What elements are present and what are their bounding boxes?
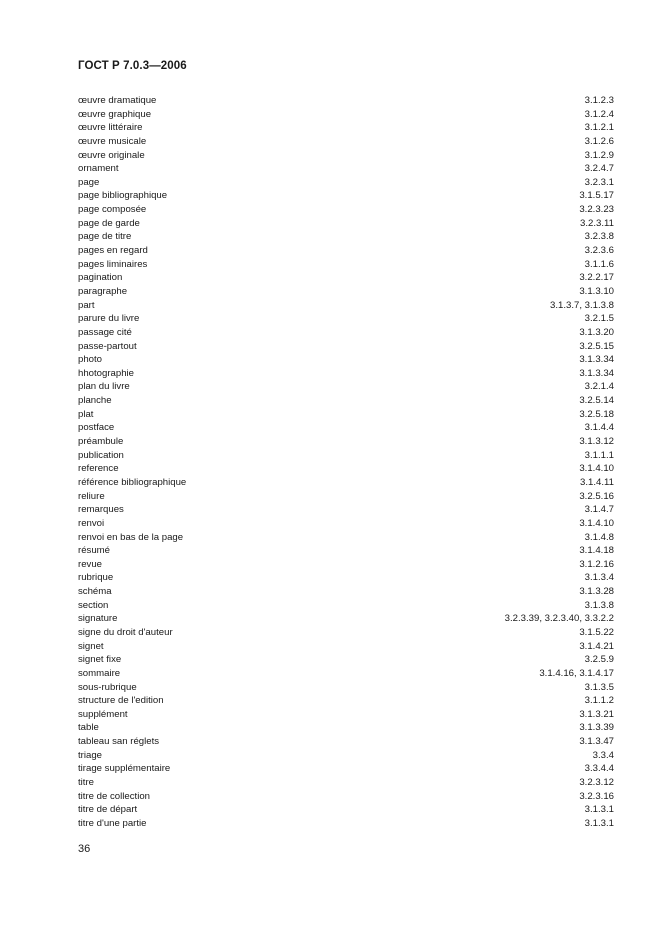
index-entry bbox=[78, 312, 614, 326]
index-entry bbox=[78, 435, 614, 449]
index-reference: 3.2.3.6 bbox=[584, 245, 614, 257]
index-reference: 3.1.3.20 bbox=[579, 326, 614, 338]
index-term: tirage supplémentaire bbox=[78, 763, 171, 775]
index-entry bbox=[78, 612, 614, 626]
index-entry bbox=[78, 667, 614, 681]
index-term: plat bbox=[78, 408, 94, 420]
index-entry bbox=[78, 476, 614, 490]
index-reference: 3.1.3.1 bbox=[584, 804, 614, 816]
index-term: ornament bbox=[78, 163, 119, 175]
index-reference: 3.1.3.5 bbox=[584, 681, 614, 693]
index-entry bbox=[78, 230, 614, 244]
index-term: œuvre littéraire bbox=[78, 122, 143, 134]
index-reference: 3.1.3.12 bbox=[579, 436, 614, 448]
index-term: section bbox=[78, 599, 109, 611]
index-entry bbox=[78, 299, 614, 313]
index-entry bbox=[78, 94, 614, 108]
index-entry bbox=[78, 817, 614, 831]
index-entry bbox=[78, 640, 614, 654]
index-term: parure du livre bbox=[78, 313, 140, 325]
index-reference: 3.1.4.4 bbox=[584, 422, 614, 434]
index-reference: 3.1.3.4 bbox=[584, 572, 614, 584]
index-entry bbox=[78, 749, 614, 763]
index-term: pages en regard bbox=[78, 245, 148, 257]
index-term: titre de collection bbox=[78, 790, 150, 802]
index-entry bbox=[78, 203, 614, 217]
index-entry bbox=[78, 408, 614, 422]
index-reference: 3.2.5.14 bbox=[579, 395, 614, 407]
index-term: structure de l'edition bbox=[78, 695, 164, 707]
index-entry bbox=[78, 558, 614, 572]
index-entry bbox=[78, 776, 614, 790]
index-reference: 3.2.5.16 bbox=[579, 490, 614, 502]
index-term: page de titre bbox=[78, 231, 132, 243]
index-entry bbox=[78, 585, 614, 599]
index-entry bbox=[78, 367, 614, 381]
index-term: planche bbox=[78, 395, 112, 407]
index-term: reference bbox=[78, 463, 119, 475]
index-term: référence bibliographique bbox=[78, 476, 187, 488]
index-reference: 3.1.1.2 bbox=[584, 695, 614, 707]
index-term: pagination bbox=[78, 272, 123, 284]
index-entry bbox=[78, 271, 614, 285]
index-entry bbox=[78, 803, 614, 817]
index-reference: 3.3.4 bbox=[592, 749, 614, 761]
index-term: œuvre graphique bbox=[78, 108, 152, 120]
index-entry bbox=[78, 449, 614, 463]
index-reference: 3.1.3.10 bbox=[579, 285, 614, 297]
index-reference: 3.3.4.4 bbox=[584, 763, 614, 775]
index-entry bbox=[78, 176, 614, 190]
index-entry bbox=[78, 421, 614, 435]
index-entry bbox=[78, 681, 614, 695]
index-term: signet bbox=[78, 640, 104, 652]
index-reference: 3.1.2.4 bbox=[584, 108, 614, 120]
index-term: publication bbox=[78, 449, 124, 461]
index-reference: 3.2.4.7 bbox=[584, 163, 614, 175]
index-entry bbox=[78, 108, 614, 122]
index-term: signet fixe bbox=[78, 654, 122, 666]
index-reference: 3.1.2.6 bbox=[584, 135, 614, 147]
index-reference: 3.2.5.15 bbox=[579, 340, 614, 352]
index-entry bbox=[78, 162, 614, 176]
index-reference: 3.1.3.1 bbox=[584, 817, 614, 829]
index-entry bbox=[78, 217, 614, 231]
index-reference: 3.2.3.1 bbox=[584, 176, 614, 188]
index-term: résumé bbox=[78, 545, 110, 557]
index-term: triage bbox=[78, 749, 102, 761]
index-term: préambule bbox=[78, 436, 124, 448]
index-entry bbox=[78, 653, 614, 667]
index-reference: 3.1.4.8 bbox=[584, 531, 614, 543]
index-entry bbox=[78, 380, 614, 394]
index-term: passe-partout bbox=[78, 340, 137, 352]
index-term: plan du livre bbox=[78, 381, 130, 393]
index-entry bbox=[78, 244, 614, 258]
index-entry bbox=[78, 694, 614, 708]
index-reference: 3.1.2.9 bbox=[584, 149, 614, 161]
index-term: remarques bbox=[78, 504, 124, 516]
index-term: renvoi bbox=[78, 517, 105, 529]
index-entry bbox=[78, 626, 614, 640]
index-reference: 3.1.4.10 bbox=[579, 463, 614, 475]
index-term: œuvre musicale bbox=[78, 135, 147, 147]
index-entry bbox=[78, 258, 614, 272]
index-reference: 3.2.5.18 bbox=[579, 408, 614, 420]
index-term: page de garde bbox=[78, 217, 140, 229]
index-reference: 3.1.2.16 bbox=[579, 558, 614, 570]
index-entry bbox=[78, 544, 614, 558]
index-term: œuvre originale bbox=[78, 149, 145, 161]
index-entry bbox=[78, 394, 614, 408]
index-term: sous-rubrique bbox=[78, 681, 137, 693]
index-reference: 3.2.5.9 bbox=[584, 654, 614, 666]
index-reference: 3.1.1.1 bbox=[584, 449, 614, 461]
index-reference: 3.1.3.8 bbox=[584, 599, 614, 611]
index-entry bbox=[78, 490, 614, 504]
index-term: passage cité bbox=[78, 326, 132, 338]
index-term: titre d'une partie bbox=[78, 817, 147, 829]
index-reference: 3.1.3.7, 3.1.3.8 bbox=[549, 299, 614, 311]
index-reference: 3.1.4.7 bbox=[584, 504, 614, 516]
index-entry bbox=[78, 462, 614, 476]
index-term: hhotographie bbox=[78, 367, 135, 379]
index-entry bbox=[78, 735, 614, 749]
index-reference: 3.1.4.10 bbox=[579, 517, 614, 529]
index-term: titre de départ bbox=[78, 804, 138, 816]
index-reference: 3.1.4.18 bbox=[579, 545, 614, 557]
index-reference: 3.1.3.39 bbox=[579, 722, 614, 734]
index-entry bbox=[78, 121, 614, 135]
index-reference: 3.1.3.21 bbox=[579, 708, 614, 720]
index-reference: 3.2.3.23 bbox=[579, 204, 614, 216]
index-reference: 3.1.3.34 bbox=[579, 354, 614, 366]
index-term: supplément bbox=[78, 708, 128, 720]
index-entry bbox=[78, 531, 614, 545]
index-reference: 3.1.4.16, 3.1.4.17 bbox=[539, 667, 614, 679]
index-term: page composée bbox=[78, 204, 147, 216]
index-reference: 3.1.2.3 bbox=[584, 95, 614, 106]
index-entry bbox=[78, 721, 614, 735]
index-reference: 3.1.5.22 bbox=[579, 626, 614, 638]
index-reference: 3.2.1.4 bbox=[584, 381, 614, 393]
term-index-list bbox=[78, 94, 614, 831]
index-term: titre bbox=[78, 777, 94, 789]
index-term: revue bbox=[78, 558, 102, 570]
index-reference: 3.2.2.17 bbox=[579, 272, 614, 284]
index-reference: 3.1.3.47 bbox=[579, 736, 614, 748]
index-entry bbox=[78, 285, 614, 299]
index-reference: 3.2.3.8 bbox=[584, 231, 614, 243]
index-term: reliure bbox=[78, 490, 105, 502]
index-entry bbox=[78, 326, 614, 340]
index-term: signe du droit d'auteur bbox=[78, 626, 173, 638]
index-reference: 3.1.3.28 bbox=[579, 586, 614, 598]
index-reference: 3.2.3.16 bbox=[579, 790, 614, 802]
index-term: rubrique bbox=[78, 572, 114, 584]
index-entry bbox=[78, 762, 614, 776]
index-reference: 3.2.3.11 bbox=[580, 217, 614, 229]
index-reference: 3.1.1.6 bbox=[584, 258, 614, 270]
index-term: signature bbox=[78, 613, 118, 625]
index-term: œuvre dramatique bbox=[78, 95, 157, 106]
index-entry bbox=[78, 790, 614, 804]
index-reference: 3.1.4.11 bbox=[580, 476, 614, 488]
index-entry bbox=[78, 599, 614, 613]
index-term: sommaire bbox=[78, 667, 121, 679]
index-term: pages liminaires bbox=[78, 258, 148, 270]
index-entry bbox=[78, 353, 614, 367]
index-reference: 3.1.3.34 bbox=[579, 367, 614, 379]
index-term: photo bbox=[78, 354, 103, 366]
page-title: ГОСТ Р 7.0.3—2006 bbox=[78, 60, 187, 72]
index-term: paragraphe bbox=[78, 285, 128, 297]
index-reference: 3.1.4.21 bbox=[579, 640, 614, 652]
index-entry bbox=[78, 503, 614, 517]
index-term: page bibliographique bbox=[78, 190, 168, 202]
index-term: page bbox=[78, 176, 100, 188]
index-term: part bbox=[78, 299, 95, 311]
index-term: schéma bbox=[78, 586, 112, 598]
index-term: renvoi en bas de la page bbox=[78, 531, 184, 543]
index-entry bbox=[78, 340, 614, 354]
index-entry bbox=[78, 571, 614, 585]
index-entry bbox=[78, 149, 614, 163]
index-term: tableau san réglets bbox=[78, 736, 160, 748]
index-term: postface bbox=[78, 422, 115, 434]
index-entry bbox=[78, 708, 614, 722]
index-reference: 3.2.1.5 bbox=[584, 313, 614, 325]
index-term: table bbox=[78, 722, 99, 734]
index-reference: 3.1.5.17 bbox=[579, 190, 614, 202]
index-reference: 3.2.3.12 bbox=[579, 777, 614, 789]
index-entry bbox=[78, 517, 614, 531]
index-entry bbox=[78, 189, 614, 203]
index-entry bbox=[78, 135, 614, 149]
index-reference: 3.1.2.1 bbox=[584, 122, 614, 134]
index-reference: 3.2.3.39, 3.2.3.40, 3.3.2.2 bbox=[504, 613, 614, 625]
page-number: 36 bbox=[78, 843, 91, 855]
